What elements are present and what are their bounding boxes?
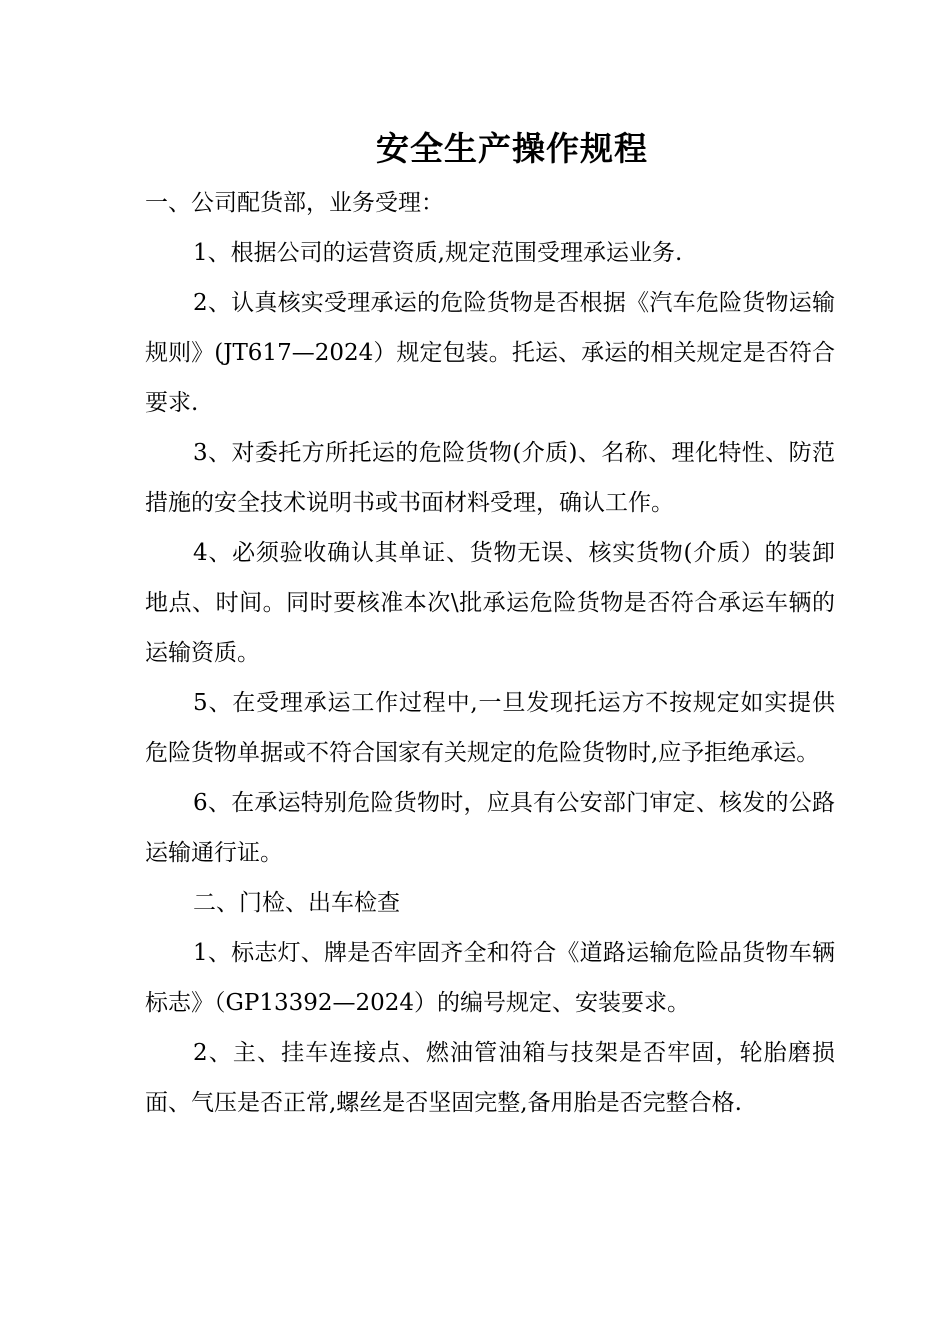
paragraph: 1、根据公司的运营资质,规定范围受理承运业务. <box>193 240 683 266</box>
paragraph: 2、主、挂车连接点、燃油管油箱与技架是否牢固，轮胎磨损面、气压是否正常,螺丝是否坚固完整,备用胎是否完整合格. <box>145 1040 835 1116</box>
paragraph: 1、标志灯、牌是否牢固齐全和符合《道路运输危险品货物车辆标志》（GP13392—2024）的编号规定、安装要求。 <box>145 940 835 1016</box>
document-title: 安全生产操作规程 <box>376 129 648 168</box>
paragraph: 3、对委托方所托运的危险货物(介质)、名称、理化特性、防范措施的安全技术说明书或书面材料受理，确认工作。 <box>145 440 835 516</box>
paragraph: 4、必须验收确认其单证、货物无误、核实货物(介质）的装卸地点、时间。同时要核准本次\批承运危险货物是否符合承运车辆的运输资质。 <box>145 540 835 666</box>
document-body <box>145 178 835 1128</box>
paragraph: 6、在承运特别危险货物时，应具有公安部门审定、核发的公路运输通行证。 <box>145 790 835 866</box>
section-heading-inspection: 二、门检、出车检查 <box>193 890 400 916</box>
section-heading-business: 一、公司配货部，业务受理： <box>145 190 444 216</box>
paragraph: 5、在受理承运工作过程中,一旦发现托运方不按规定如实提供危险货物单据或不符合国家有关规定的危险货物时,应予拒绝承运。 <box>145 690 835 766</box>
paragraph: 2、认真核实受理承运的危险货物是否根据《汽车危险货物运输规则》(JT617—2024）规定包装。托运、承运的相关规定是否符合要求. <box>145 290 835 416</box>
